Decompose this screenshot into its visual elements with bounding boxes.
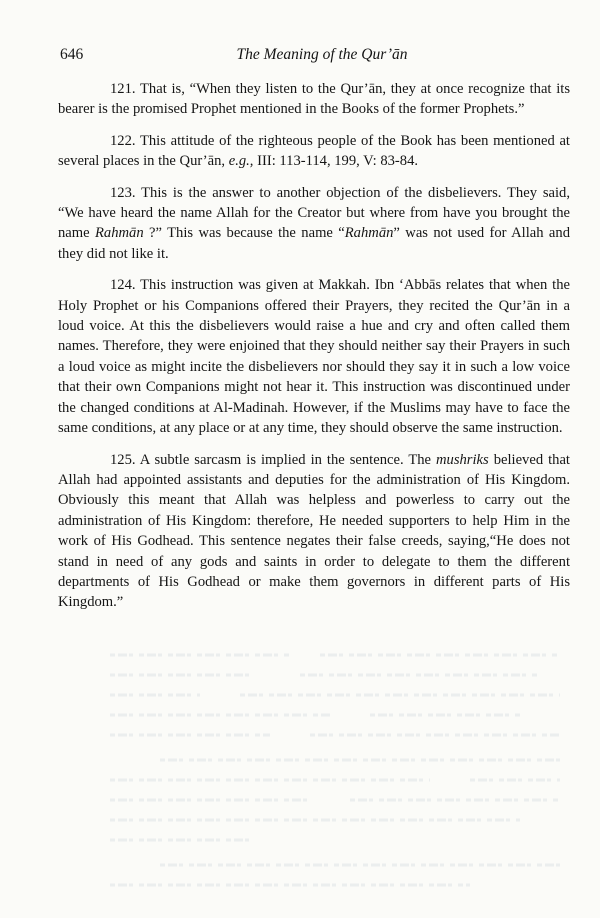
note-italic-text: Rahmān: [95, 225, 144, 242]
note-text: 125. A subtle sarcasm is implied in the sentence. The: [110, 451, 436, 468]
footnotes-body: [58, 79, 570, 613]
note-italic-text: e.g.,: [228, 153, 254, 170]
note-122: [58, 131, 570, 172]
note-text: III: 113-114, 199, V: 83-84.: [253, 153, 419, 170]
note-text: 122. This attitude of the righteous people of the Book has been mentioned at several places in the Qur’ān,: [58, 132, 570, 170]
note-123: [58, 183, 570, 265]
page-header: [60, 46, 564, 68]
note-text: 124. This instruction was given at Makkah. Ibn ‘Abbās relates that when the Holy Prophet or his Companions offered their Prayers, they recited the Qur’ān in a loud voice. At this the disbelievers would raise a hue and cry and often called them names. Therefore, they were enjoined that they should neither say their Prayers in such a loud voice as might incite the disbelievers nor should they say it in such a low voice that their own Companions might not hear it. This instruction was discontinued under the changed conditions at Al-Madinah. However, if the Muslims may have to face the same conditions, at any place or at any time, they should observe the same instruction.: [58, 277, 570, 437]
page-number: 646: [60, 46, 84, 63]
note-124: [58, 275, 570, 438]
note-121: [58, 79, 570, 120]
running-title: The Meaning of the Qur’ān: [236, 46, 408, 63]
note-italic-text: Rahmān: [344, 225, 394, 242]
note-text: believed that Allah had appointed assistants and deputies for the administration of His Kingdom. Obviously this meant that Allah was helpless and powerless to carry out the administration of His Kingdom: therefore, He needed supporters to help Him in the work of His Godhead. This sentence negates their false creeds, saying,“He does not stand in need of any gods and saints in order to delegate to them the different departments of His Godhead or make them governors in different parts of His Kingdom.”: [58, 451, 570, 611]
note-text: ” was not used for Allah and they did not like it.: [58, 225, 570, 262]
bleed-lines: [110, 655, 560, 885]
note-text: 123. This is the answer to another objection of the disbelievers. They said, “We have heard the name Allah for the Creator but where from have you brought the name: [58, 184, 570, 242]
note-text: ?” This was because the name “: [143, 225, 345, 242]
note-125: [58, 450, 570, 613]
note-text: 121. That is, “When they listen to the Qur’ān, they at once recognize that its bearer is the promised Prophet mentioned in the Books of the former Prophets.”: [58, 81, 570, 118]
note-italic-text: mushriks: [436, 451, 489, 468]
